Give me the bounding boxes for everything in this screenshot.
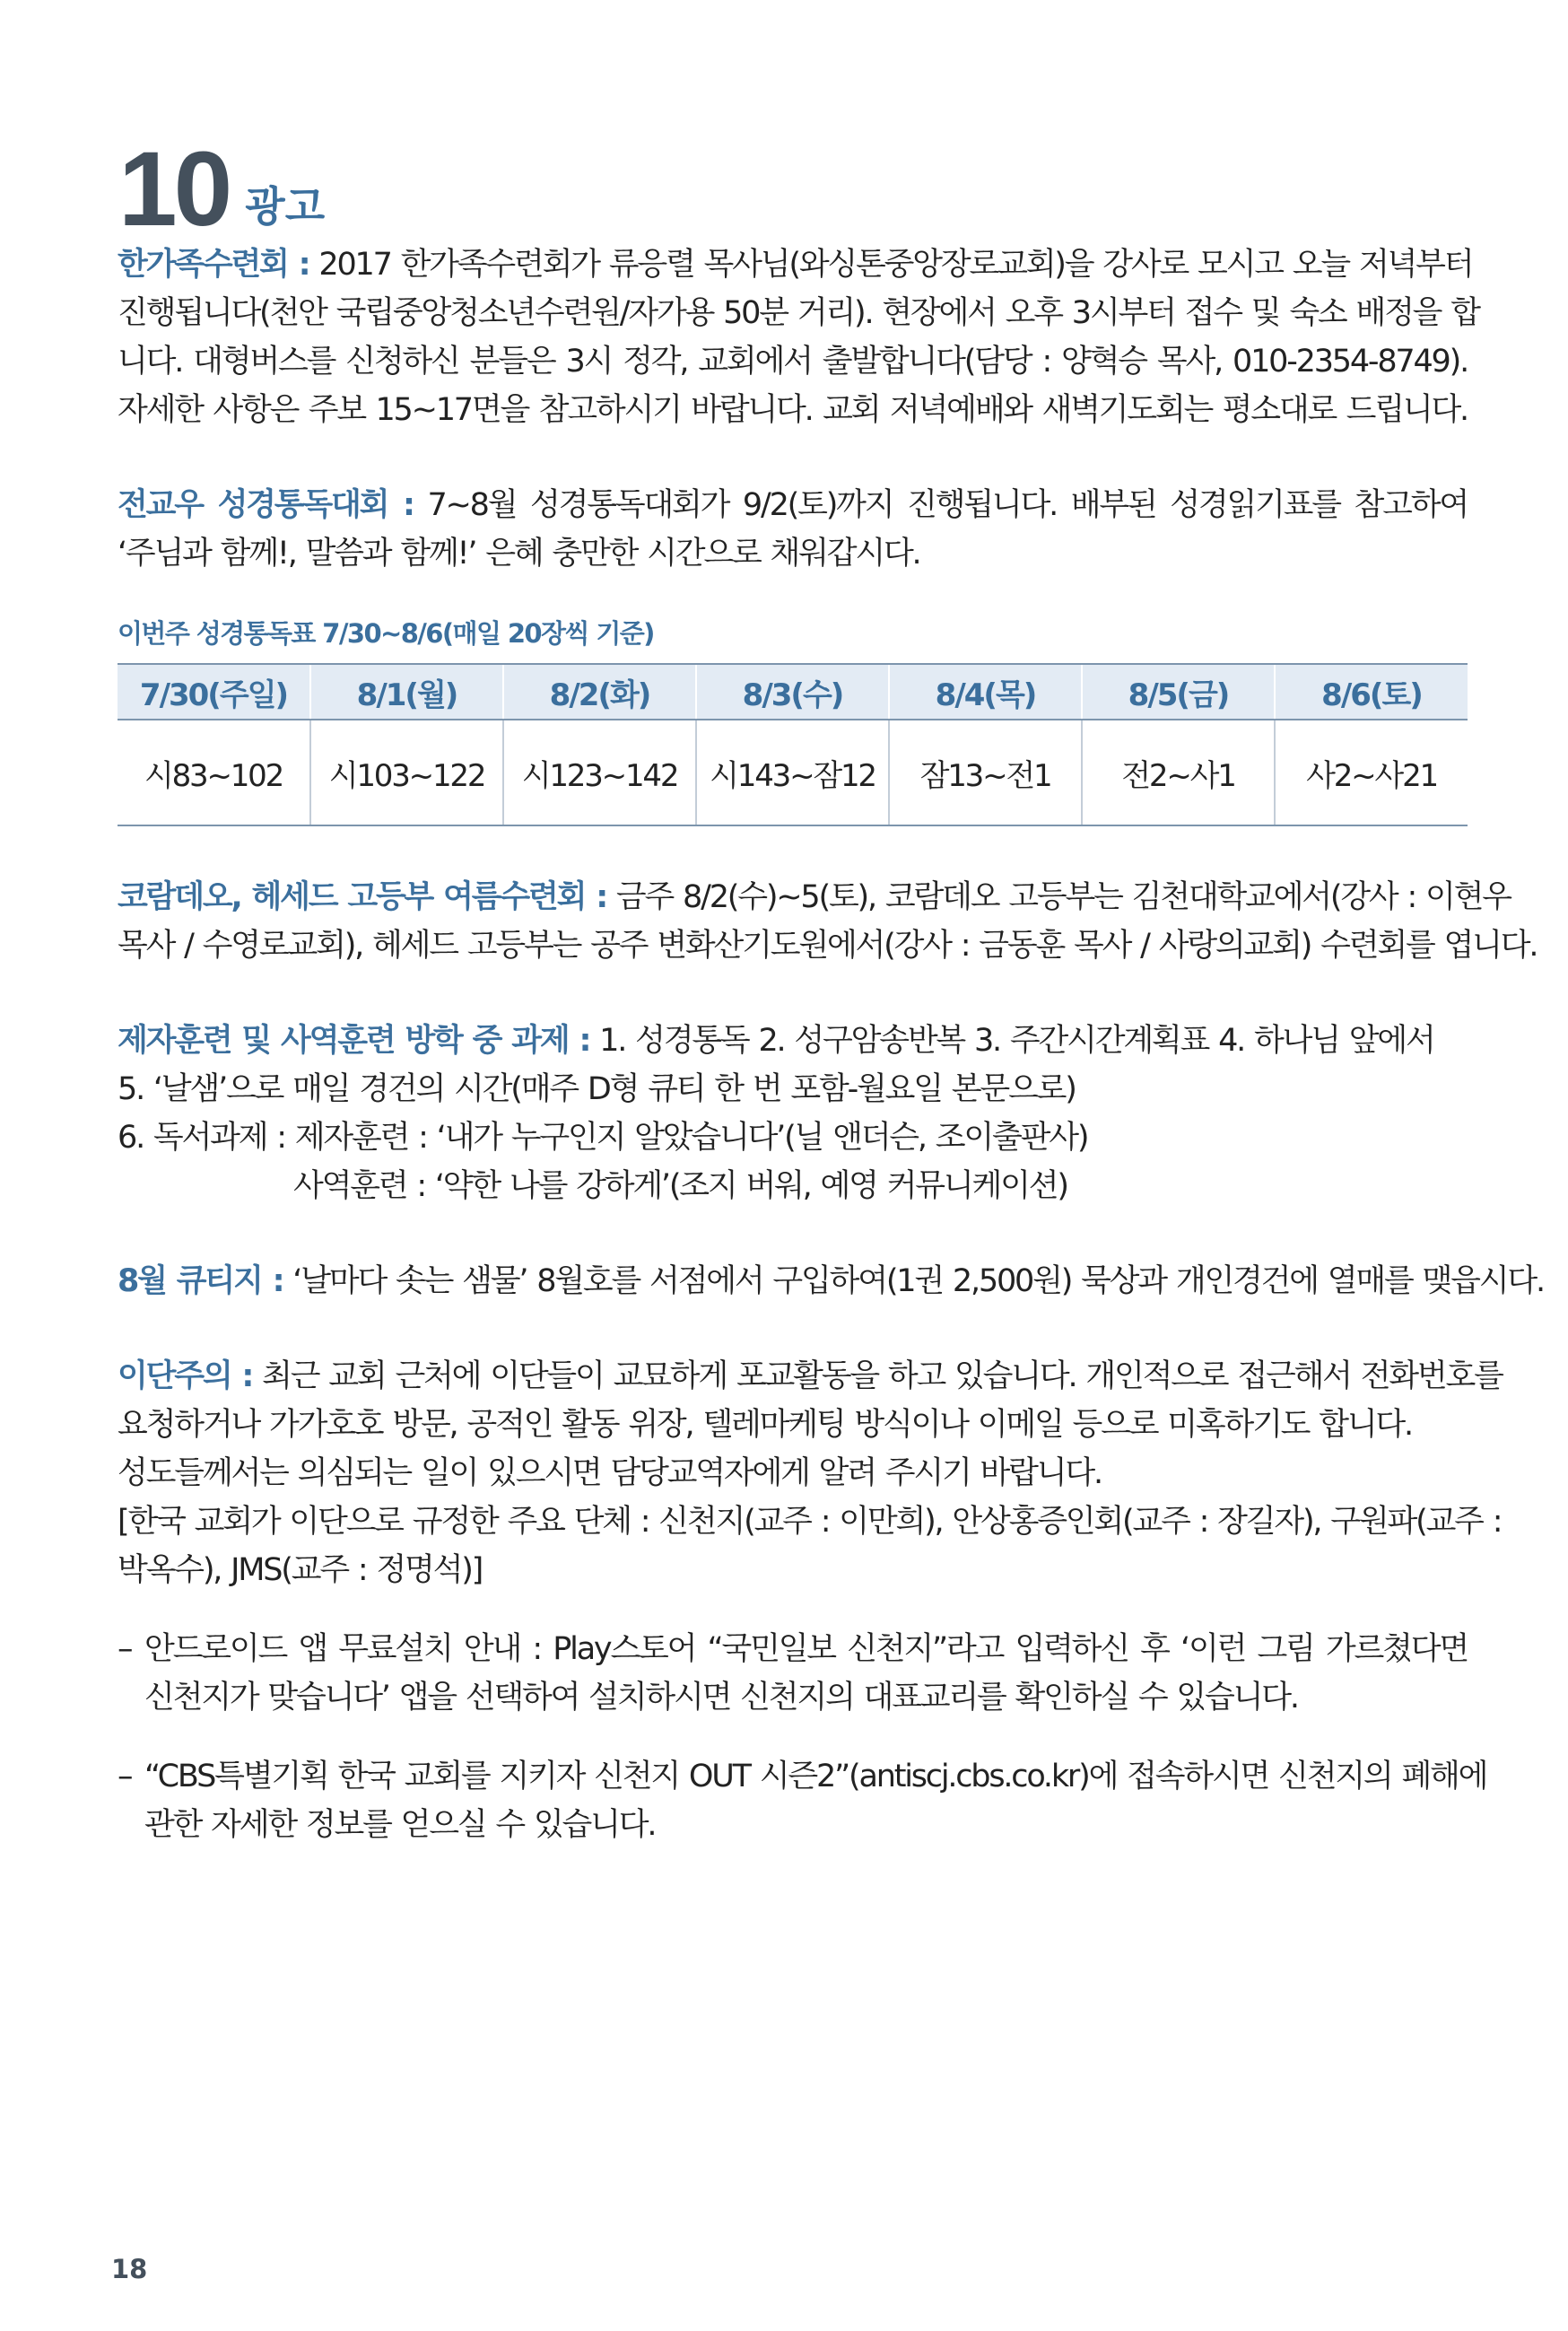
notice-youth-retreat: 코람데오, 헤세드 고등부 여름수련회 : 금주 8/2(수)~5(토), 코람데오 고등부는 김천대학교에서(강사 : 이현우 목사 / 수영로교회), 헤세드 고등부는 공주 변화산기도원에서(강사 : 금동훈 목사 / 사랑의교회) 수련회를 엽니다.: [118, 879, 1538, 964]
reading-schedule-table: [118, 663, 1468, 826]
table-cell: 잠13~전1: [889, 720, 1082, 825]
list-item: – “CBS특별기획 한국 교회를 지키자 신천지 OUT 시즌2”(antiscj.cbs.co.kr)에 접속하시면 신천지의 폐해에 관한 자세한 정보를 얻으실 수 있습니다.: [118, 1752, 1468, 1849]
table-cell: 시103~122: [310, 720, 503, 825]
notice-heresy: 이단주의 : 최근 교회 근처에 이단들이 교묘하게 포교활동을 하고 있습니다. 개인적으로 접근해서 전화번호를 요청하거나 가가호호 방문, 공적인 활동 위장, 텔레마케팅 방식이나 이메일 등으로 미혹하기도 합니다. 성도들께서는 의심되는 일이 있으시면 담당교역자에게 알려 주시기 바랍니다. [한국 교회가 이단으로 규정한 주요 단체 : 신천지(교주 : 이만희), 안상홍증인회(교주 : 장길자), 구원파(교주 : 박옥수), JMS(교주 : 정명석)]: [118, 1358, 1503, 1588]
notice-label: 제자훈련 및 사역훈련 방학 중 과제 :: [118, 1023, 590, 1059]
page-number: 18: [111, 2254, 148, 2284]
table-header: 8/6(토): [1275, 664, 1468, 720]
table-cell: 시123~142: [503, 720, 696, 825]
list-item: – 안드로이드 앱 무료설치 안내 : Play스토어 “국민일보 신천지”라고 입력하신 후 ‘이런 그림 가르쳤다면 신천지가 맞습니다’ 앱을 선택하여 설치하시면 신천지의 대표교리를 확인하실 수 있습니다.: [118, 1625, 1468, 1722]
notice-label: 전교우 성경통독대회 :: [118, 487, 414, 523]
table-header: 8/3(수): [696, 664, 889, 720]
table-header: 8/2(화): [503, 664, 696, 720]
table-cell: 시143~잠12: [696, 720, 889, 825]
table-header: 7/30(주일): [118, 664, 310, 720]
dash-marker: –: [118, 1631, 132, 1667]
table-cell: 시83~102: [118, 720, 310, 825]
notice-family-retreat: 한가족수련회 : 2017 한가족수련회가 류응렬 목사님(와싱톤중앙장로교회)을 강사로 모시고 오늘 저녁부터 진행됩니다(천안 국립중앙청소년수련원/자가용 50분 거리). 현장에서 오후 3시부터 접수 및 숙소 배정을 합 니다. 대형버스를 신청하신 분들은 3시 정각, 교회에서 출발합니다(담당 : 양혁승 목사, 010-2354-8749). 자세한 사항은 주보 15~17면을 참고하시기 바랍니다. 교회 저녁예배와 새벽기도회는 평소대로 드립니다.: [118, 247, 1479, 428]
notice-label: 8월 큐티지 :: [118, 1263, 283, 1299]
table-cell: 전2~사1: [1082, 720, 1275, 825]
table-header: 8/4(목): [889, 664, 1082, 720]
notice-label: 이단주의 :: [118, 1358, 253, 1394]
section-number: 10: [118, 130, 230, 249]
dash-marker: –: [118, 1759, 132, 1794]
notice-training-tasks: 제자훈련 및 사역훈련 방학 중 과제 : 1. 성경통독 2. 성구암송반복 3. 주간시간계획표 4. 하나님 앞에서 5. ‘날샘’으로 매일 경건의 시간(매주 D형 큐티 한 번 포함-월요일 본문으로) 6. 독서과제 : 제자훈련 : ‘내가 누구인지 알았습니다’(닐 앤더슨, 조이출판사) 사역훈련 : ‘약한 나를 강하게’(조지 버워, 예영 커뮤니케이션): [118, 1023, 1434, 1204]
reading-table-title: 이번주 성경통독표 7/30~8/6(매일 20장씩 기준): [118, 618, 654, 649]
notice-qt: 8월 큐티지 : ‘날마다 솟는 샘물’ 8월호를 서점에서 구입하여(1권 2,500원) 묵상과 개인경건에 열매를 맺읍시다.: [118, 1263, 1544, 1299]
notice-label: 코람데오, 헤세드 고등부 여름수련회 :: [118, 879, 606, 915]
section-title: 광고: [245, 182, 326, 231]
table-header: 8/1(월): [310, 664, 503, 720]
table-cell: 사2~사21: [1275, 720, 1468, 825]
section-header: [118, 130, 326, 249]
table-row: [118, 720, 1468, 825]
table-header-row: [118, 664, 1468, 720]
table-header: 8/5(금): [1082, 664, 1275, 720]
notices: [118, 240, 1544, 1849]
notice-bible-reading: 전교우 성경통독대회 : 7~8월 성경통독대회가 9/2(토)까지 진행됩니다. 배부된 성경읽기표를 참고하여 ‘주님과 함께!, 말씀과 함께!’ 은혜 충만한 시간으로 채워갑시다.: [118, 487, 1468, 572]
notice-label: 한가족수련회 :: [118, 247, 309, 283]
